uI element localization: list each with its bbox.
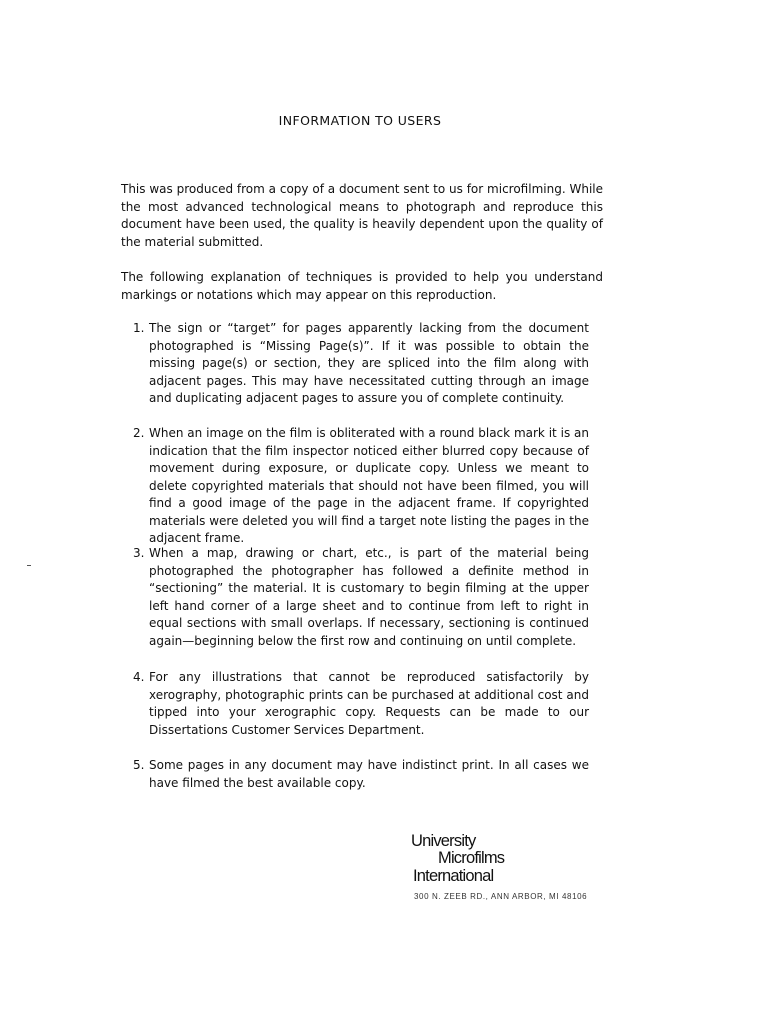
list-item-text: When a map, drawing or chart, etc., is part of the material being photographed the photographer has followed a definite method in “sectioning” the material. It is customary to begin filming at the upper left hand corner of a large sheet and to continue from left to right in equal sections with small overlaps. If necessary, sectioning is continued again—beginning below the first row and continuing on until complete. [149, 546, 589, 648]
intro-paragraph: This was produced from a copy of a document sent to us for microfilming. While the most advanced technological means to photograph and reproduce this document have been used, the quality is heavily dependent upon the quality of the material submitted. [121, 182, 603, 249]
list-item-number: 2. [133, 426, 145, 440]
list-item-number: 1. [133, 321, 145, 335]
publisher-address: 300 N. ZEEB RD., ANN ARBOR, MI 48106 [414, 892, 588, 901]
list-item [133, 545, 589, 650]
explanation-paragraph: The following explanation of techniques is provided to help you understand markings or notations which may appear on this reproduction. [121, 270, 603, 302]
list-item-text: For any illustrations that cannot be reproduced satisfactorily by xerography, photographic prints can be purchased at additional cost and tipped into your xerographic copy. Requests can be made to our Dissertations Customer Services Department. [149, 670, 589, 737]
list-item [133, 320, 589, 408]
publisher-name-line-1: University [411, 832, 476, 850]
list-item-text: When an image on the film is obliterated with a round black mark it is an indication that the film inspector noticed either blurred copy because of movement during exposure, or duplicate copy. Unless we meant to delete copyrighted materials that should not have been filmed, you will find a good image of the page in the adjacent frame. If copyrighted materials were deleted you will find a target note listing the pages in the adjacent frame. [149, 426, 589, 545]
list-item-text: The sign or “target” for pages apparently lacking from the document photographed is “Missing Page(s)”. If it was possible to obtain the missing page(s) or section, they are spliced into the film along with adjacent pages. This may have necessitated cutting through an image and duplicating adjacent pages to assure you of complete continuity. [149, 321, 589, 405]
publisher-name-line-2: Microfilms [438, 849, 505, 867]
list-item [133, 757, 589, 792]
publisher-name-line-3: International [413, 867, 494, 885]
list-item-text: Some pages in any document may have indistinct print. In all cases we have filmed the best available copy. [149, 758, 589, 790]
page-title: INFORMATION TO USERS [278, 113, 442, 128]
list-item [133, 425, 589, 548]
list-item-number: 3. [133, 546, 145, 560]
list-item-number: 5. [133, 758, 145, 772]
list-item-number: 4. [133, 670, 145, 684]
publisher-logo [411, 832, 611, 922]
list-item [133, 669, 589, 739]
margin-mark [27, 565, 31, 566]
